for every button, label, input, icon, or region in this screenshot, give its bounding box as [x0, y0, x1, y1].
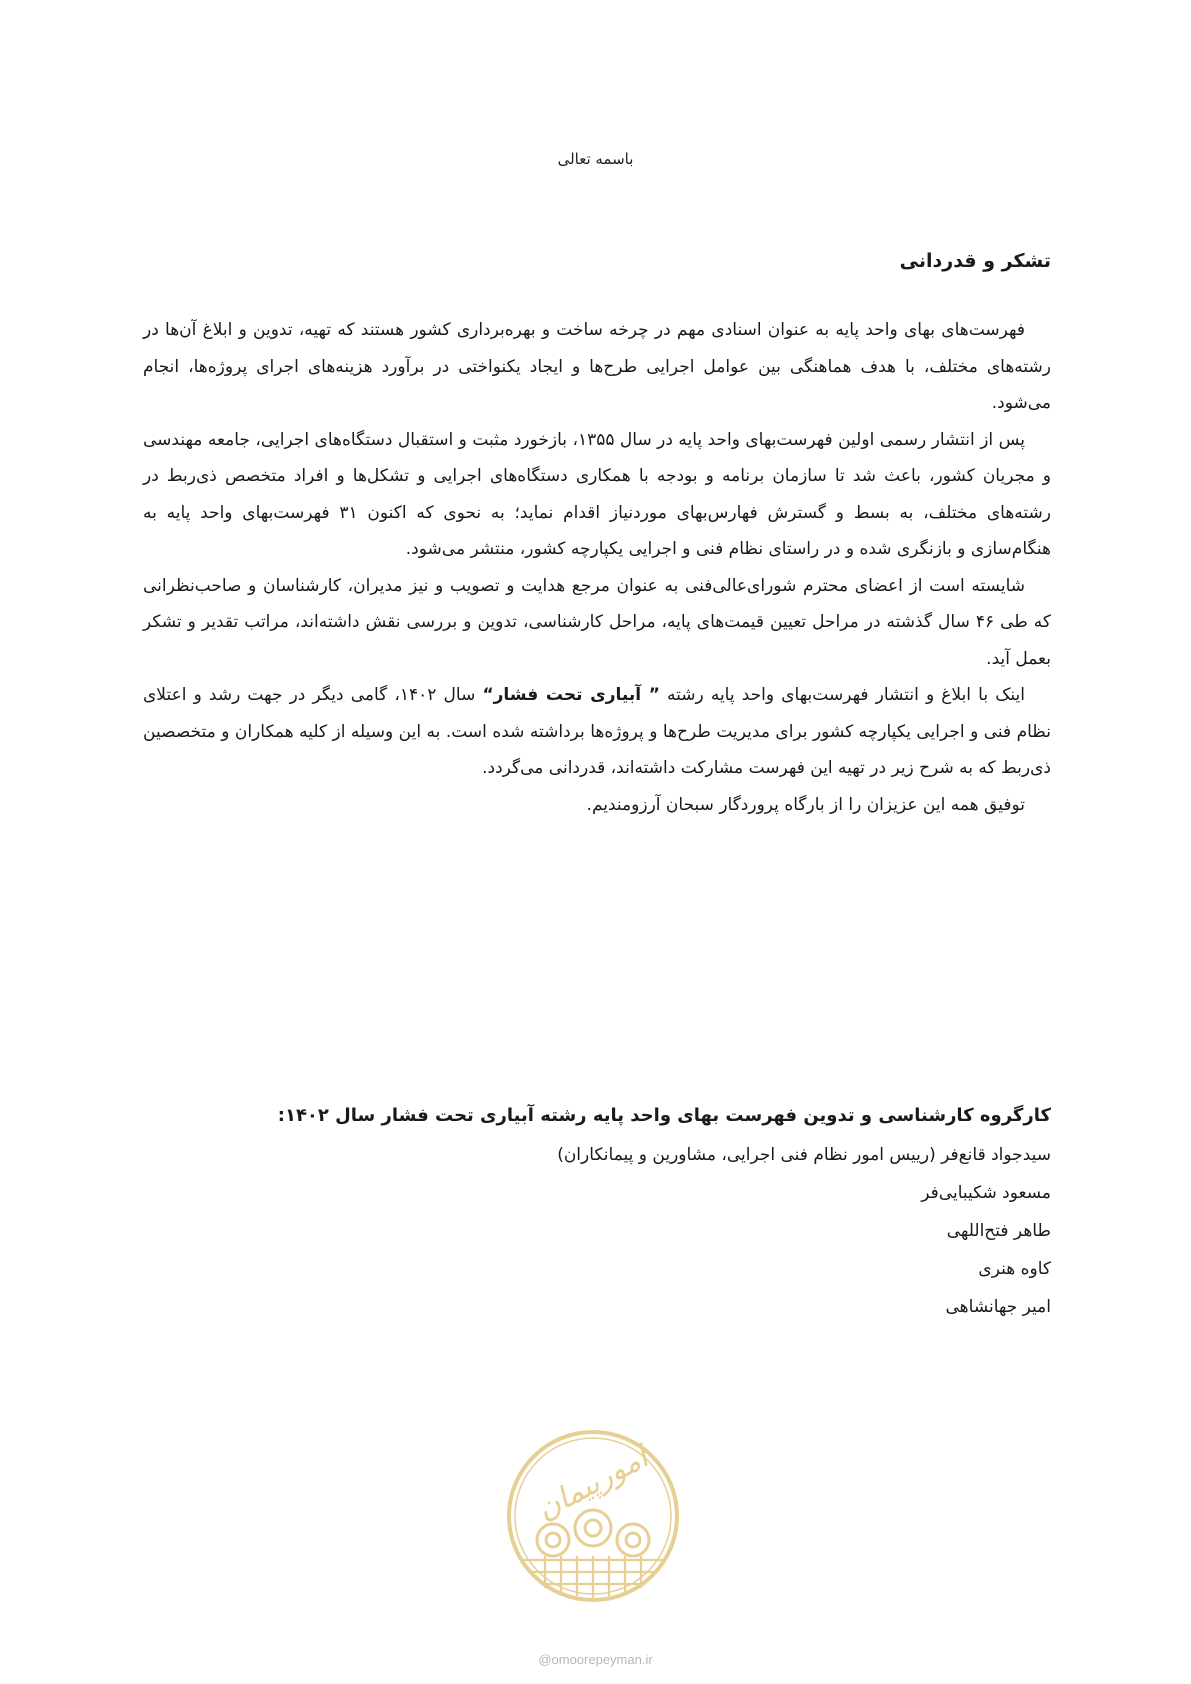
paragraph-5: توفیق همه این عزیزان را از بارگاه پروردگار سبحان آرزومندیم. [586, 794, 1025, 815]
bismillah-header: باسمه تعالی [557, 150, 634, 168]
member-list [143, 1136, 1051, 1326]
discipline-name: ” آبیاری تحت فشار“ [482, 685, 660, 705]
watermark-site: @omoorepeyman.ir [538, 1652, 653, 1667]
working-group [143, 1105, 1051, 1326]
member-item: کاوه هنری [978, 1259, 1051, 1279]
member-item: سیدجواد قانع‌فر (رییس امور نظام فنی اجرایی، مشاورین و پیمانکاران) [557, 1145, 1051, 1165]
member-item: امیر جهانشاهی [945, 1297, 1051, 1317]
member-item: مسعود شکیبایی‌فر [921, 1183, 1051, 1203]
svg-text:امورپیمان: امورپیمان [531, 1439, 654, 1528]
omoorepeyman-logo-icon [505, 1428, 681, 1604]
paragraph-2: پس از انتشار رسمی اولین فهرست‌بهای واحد پایه در سال ۱۳۵۵، بازخورد مثبت و استقبال دستگاه‌های اجرایی، جامعه مهندسی و مجریان کشور، باعث شد تا سازمان برنامه و بودجه با همکاری دستگاه‌های اجرایی و تشکل‌ها و افراد متخصص ذی‌ربط در رشته‌های مختلف، به بسط و گسترش فهارس‌بهای موردنیاز اقدام نماید؛ به نحوی که اکنون ۳۱ فهرست‌بهای واحد پایه به هنگام‌سازی و بازنگری شده و در راستای نظام فنی و اجرایی یکپارچه کشور، منتشر می‌شود. [143, 429, 1051, 559]
page-heading: تشکر و قدردانی [899, 250, 1051, 272]
acknowledgement-body [143, 312, 1051, 823]
paragraph-4 [143, 677, 1051, 787]
paragraph-1: فهرست‌های بهای واحد پایه به عنوان اسنادی مهم در چرخه ساخت و بهره‌برداری کشور هستند که تهیه، تدوین و ابلاغ آن‌ها در رشته‌های مختلف، با هدف هماهنگی بین عوامل اجرایی طرح‌ها و ایجاد یکنواختی در برآورد هزینه‌های اجرای پروژه‌ها، انجام می‌شود. [143, 320, 1051, 413]
paragraph-4-start: اینک با ابلاغ و انتشار فهرست‌بهای واحد پایه رشته [659, 685, 1025, 705]
paragraph-3: شایسته است از اعضای محترم شورای‌عالی‌فنی به عنوان مرجع هدایت و تصویب و نیز مدیران، کارشناسان و صاحب‌نظرانی که طی ۴۶ سال گذشته در مراحل تعیین قیمت‌های پایه، مراحل کارشناسی، تدوین و بررسی نقش داشته‌اند، مراتب تقدیر و تشکر بعمل آید. [143, 575, 1052, 669]
member-item: طاهر فتح‌اللهی [946, 1221, 1051, 1241]
paragraph-4-end: سال ۱۴۰۲، گامی دیگر در جهت رشد و اعتلای نظام فنی و اجرایی یکپارچه کشور برای مدیریت طرح‌ها و پروژه‌ها برداشته شده است. به این وسیله از کلیه همکاران و متخصصین ذی‌ربط که به شرح زیر در تهیه این فهرست مشارکت داشته‌اند، قدردانی می‌گردد. [143, 685, 1051, 778]
working-group-title: کارگروه کارشناسی و تدوین فهرست بهای واحد پایه رشته آبیاری تحت فشار سال ۱۴۰۲: [277, 1105, 1051, 1126]
